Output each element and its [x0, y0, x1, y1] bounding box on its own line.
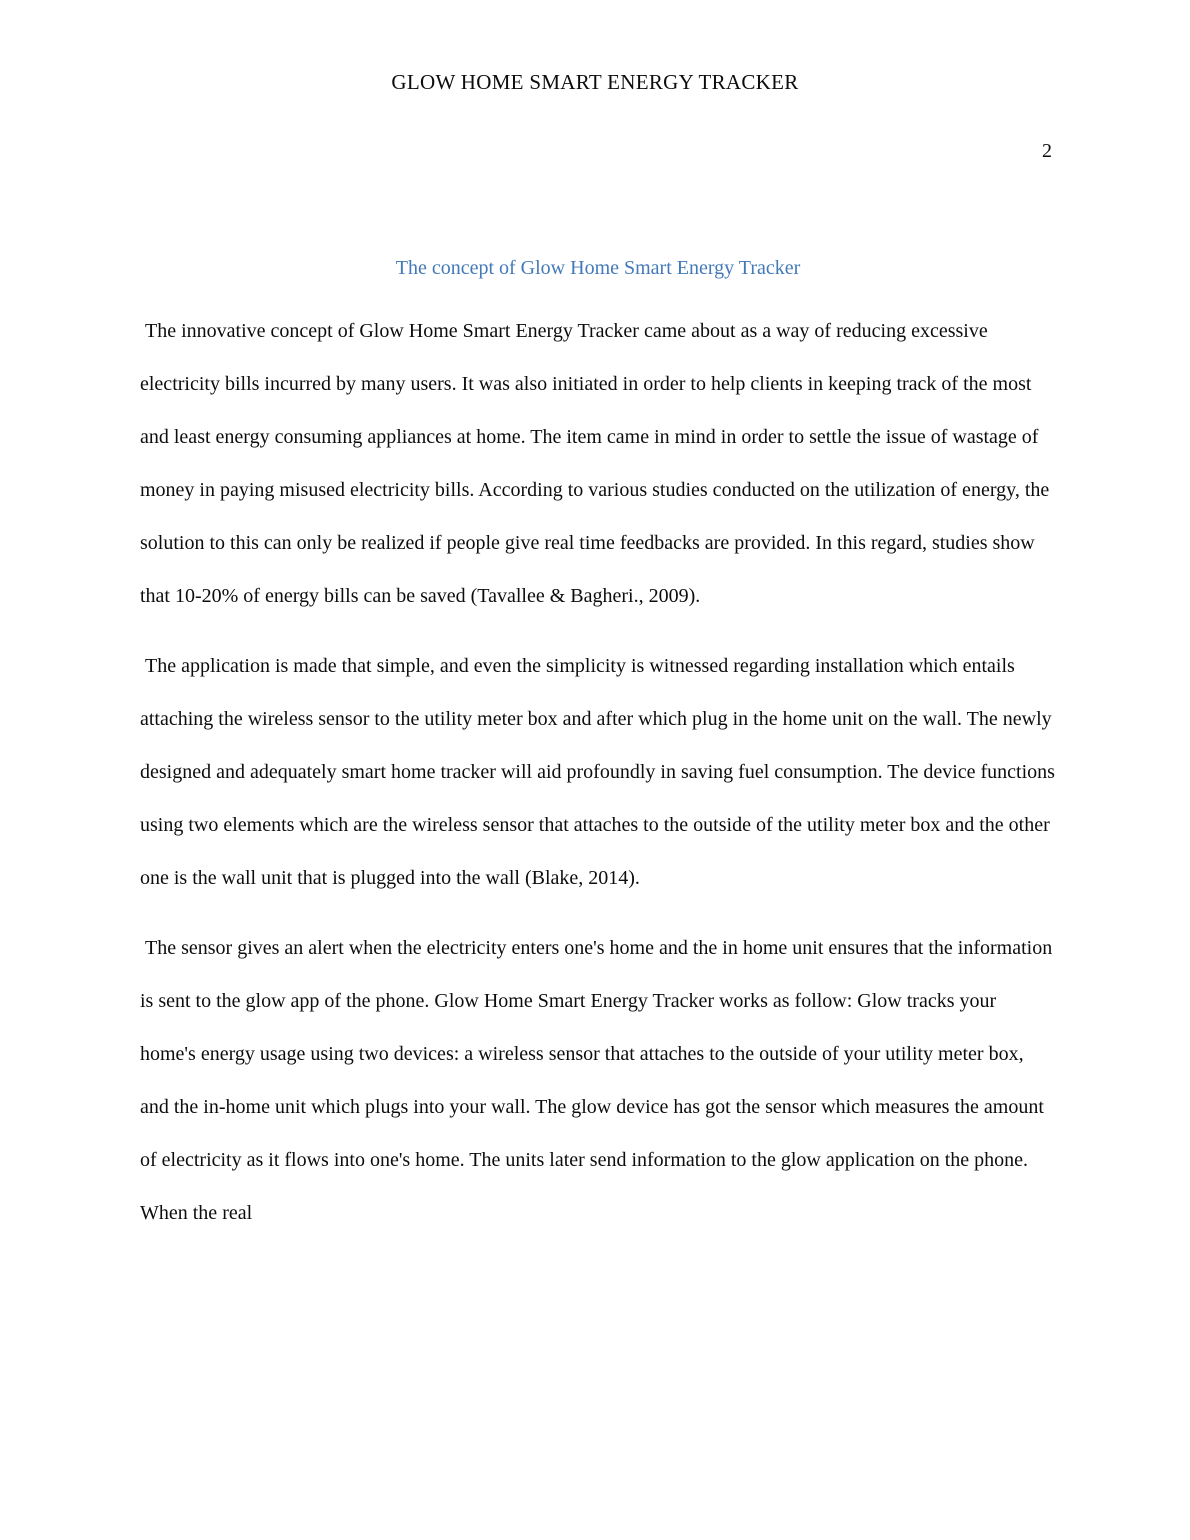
paragraph-3: The sensor gives an alert when the electricity enters one's home and the in home unit ensures that the information is sent to the glow app of the phone. Glow Home Smart Energy Tracker works as follow: Glow tracks your home's energy usage using two devices: a wireless sensor that attaches to the outside of your utility meter box, and the in-home unit which plugs into your wall. The glow device has got the sensor which measures the amount of electricity as it flows into one's home. The units later send information to the glow application on the phone. When the real [140, 937, 1058, 1224]
document-body [140, 226, 1060, 1257]
running-head: GLOW HOME SMART ENERGY TRACKER [391, 70, 799, 94]
section-heading: The concept of Glow Home Smart Energy Tracker [395, 257, 801, 279]
page-number: 2 [1042, 140, 1052, 162]
paragraph-1: The innovative concept of Glow Home Smart Energy Tracker came about as a way of reducing excessive electricity bills incurred by many users. It was also initiated in order to help clients in keeping track of the most and least energy consuming appliances at home. The item came in mind in order to settle the issue of wastage of money in paying misused electricity bills. According to various studies conducted on the utilization of energy, the solution to this can only be realized if people give real time feedbacks are provided. In this regard, studies show that 10-20% of energy bills can be saved (Tavallee & Bagheri., 2009). [140, 320, 1055, 607]
paragraph-2: The application is made that simple, and even the simplicity is witnessed regarding installation which entails attaching the wireless sensor to the utility meter box and after which plug in the home unit on the wall. The newly designed and adequately smart home tracker will aid profoundly in saving fuel consumption. The device functions using two elements which are the wireless sensor that attaches to the outside of the utility meter box and the other one is the wall unit that is plugged into the wall (Blake, 2014). [140, 655, 1060, 889]
